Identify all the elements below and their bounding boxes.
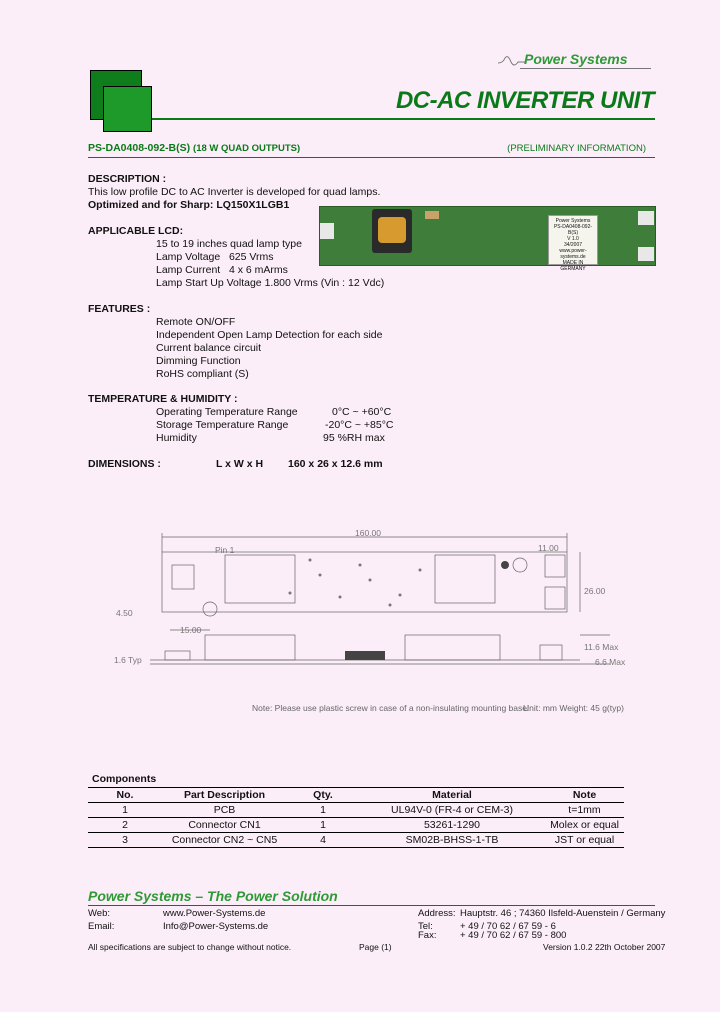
lcd-line: Lamp Voltage 625 Vrms [156,251,274,263]
transformer-outline-1 [225,555,295,603]
sticker-line: PS-DA0408-092-B(S) [553,224,593,236]
table-cell: 1 [287,818,359,833]
part-rule [88,157,655,158]
components-heading: Components [92,773,157,785]
dim-left-label: 15.00 [180,625,202,635]
description-text: This low profile DC to AC Inverter is developed for quad lamps. [88,186,381,198]
side-transformer-2 [405,635,500,660]
table-cell: 3 [88,833,162,848]
drawing-unit: Unit: mm Weight: 45 g(typ) [523,703,624,713]
lcd-line: Lamp Start Up Voltage 1.800 Vrms (Vin : 12 Vdc) [156,277,385,289]
table-cell: 53261-1290 [359,818,545,833]
drawing-note: Note: Please use plastic screw in case of a non-insulating mounting base! [252,703,530,713]
cn1-outline [172,565,194,589]
table-cell: PCB [162,803,287,818]
label-sticker [548,215,598,272]
temp-value: -20°C ~ +85°C [325,419,394,431]
lcd-heading: APPLICABLE LCD: [88,225,184,237]
tel-value: + 49 / 70 62 / 67 59 - 6 [460,921,556,932]
dim-thick-label: 1.6 Typ [114,655,142,665]
pin1-label: Pin 1 [215,545,235,555]
logo-square-front [103,86,152,132]
table-cell: 4 [287,833,359,848]
table-cell: 1 [88,803,162,818]
web-label: Web: [88,908,111,919]
description-optimized: Optimized and for Sharp: LQ150X1LGB1 [88,199,290,211]
temperature-heading: TEMPERATURE & HUMIDITY : [88,393,238,405]
description-heading: DESCRIPTION : [88,173,167,185]
capacitor [425,211,439,219]
transformer-1 [372,209,412,253]
dim-total-label: 160.00 [355,528,381,538]
table-cell: 2 [88,818,162,833]
part-number: PS-DA0408-092-B(S) [88,142,191,154]
table-header-row [88,788,624,803]
sticker-line: 34/2007 [563,242,583,248]
inverter-photo [319,206,656,272]
connector-right-2 [638,247,654,261]
feature-item: Remote ON/OFF [156,316,236,328]
mounting-hole-left [203,602,217,616]
marker-dot [501,561,509,569]
part-line [88,142,300,155]
temp-label: Storage Temperature Range [156,419,289,431]
connector-left [320,223,334,239]
feature-item: Independent Open Lamp Detection for each side [156,329,383,341]
mounting-hole-right [513,558,527,572]
dim-h2-label: 6.6 Max [595,657,626,667]
brand-name: Power Systems [524,51,628,67]
board-outline [162,552,567,612]
column-header: No. [88,788,162,803]
temp-value: 0°C ~ +60°C [332,406,392,418]
email-label: Email: [88,921,115,932]
table-cell: JST or equal [545,833,624,848]
dimensions-axes: L x W x H [216,458,264,470]
table-row [88,833,624,848]
cn-right-top [545,555,565,577]
table-cell: 1 [287,803,359,818]
technical-drawing [110,525,630,715]
sticker-line: MADE IN GERMANY [560,260,586,272]
feature-item: RoHS compliant (S) [156,368,249,380]
title-rule [152,118,655,120]
transformer-outline-2 [435,555,495,603]
side-transformer-1 [205,635,295,660]
feature-item: Dimming Function [156,355,241,367]
sticker-line: www.power-systems.de [559,248,587,260]
table-cell: t=1mm [545,803,624,818]
address-value: Hauptstr. 46 ; 74360 Ilsfeld-Auenstein / Germany [460,908,666,919]
tel-label: Tel: [418,921,433,932]
page-number: Page (1) [359,942,392,952]
connector-right [638,211,654,225]
temp-label: Humidity [156,432,197,444]
features-heading: FEATURES : [88,303,151,315]
lcd-line: 15 to 19 inches quad lamp type [156,238,302,250]
table-cell: UL94V-0 (FR-4 or CEM-3) [359,803,545,818]
dim-h1-label: 11.6 Max [584,642,619,652]
wave-icon [498,55,526,69]
table-cell: Connector CN1 [162,818,287,833]
table-row [88,818,624,833]
temp-label: Operating Temperature Range [156,406,298,418]
sticker-line: Power Systems [555,218,591,224]
dim-height-label: 26.00 [584,586,606,596]
column-header: Note [545,788,624,803]
dimensions-value: 160 x 26 x 12.6 mm [288,458,383,470]
disclaimer: All specifications are subject to change without notice. [88,942,292,952]
lcd-line: Lamp Current 4 x 6 mArms [156,264,288,276]
web-link[interactable]: www.Power-Systems.de [163,908,266,919]
brand-underline [520,68,651,69]
footer-rule [88,905,655,906]
table-cell: Connector CN2 ~ CN5 [162,833,287,848]
fax-value: + 49 / 70 62 / 67 59 - 800 [460,930,567,941]
address-label: Address: [418,908,456,919]
part-desc: (18 W QUAD OUTPUTS) [193,143,301,154]
components-table [88,787,624,848]
column-header: Qty. [287,788,359,803]
side-connector-pins [345,651,385,660]
temp-value: 95 %RH max [323,432,385,444]
dim-right-label: 11.00 [538,543,559,553]
feature-item: Current balance circuit [156,342,262,354]
dimensions-heading: DIMENSIONS : [88,458,161,470]
table-cell: SM02B-BHSS-1-TB [359,833,545,848]
sticker-line: V 1.0 [567,236,579,242]
fax-label: Fax: [418,930,437,941]
version: Version 1.0.2 22th October 2007 [543,942,666,952]
email-link[interactable]: Info@Power-Systems.de [163,921,269,932]
table-row [88,803,624,818]
dim-hole-label: 4.50 [116,608,133,618]
column-header: Part Description [162,788,287,803]
footer-slogan: Power Systems – The Power Solution [88,888,338,904]
status-label: (PRELIMINARY INFORMATION) [507,143,646,154]
table-cell: Molex or equal [545,818,624,833]
column-header: Material [359,788,545,803]
page-title: DC-AC INVERTER UNIT [395,87,654,114]
cn-right-bottom [545,587,565,609]
